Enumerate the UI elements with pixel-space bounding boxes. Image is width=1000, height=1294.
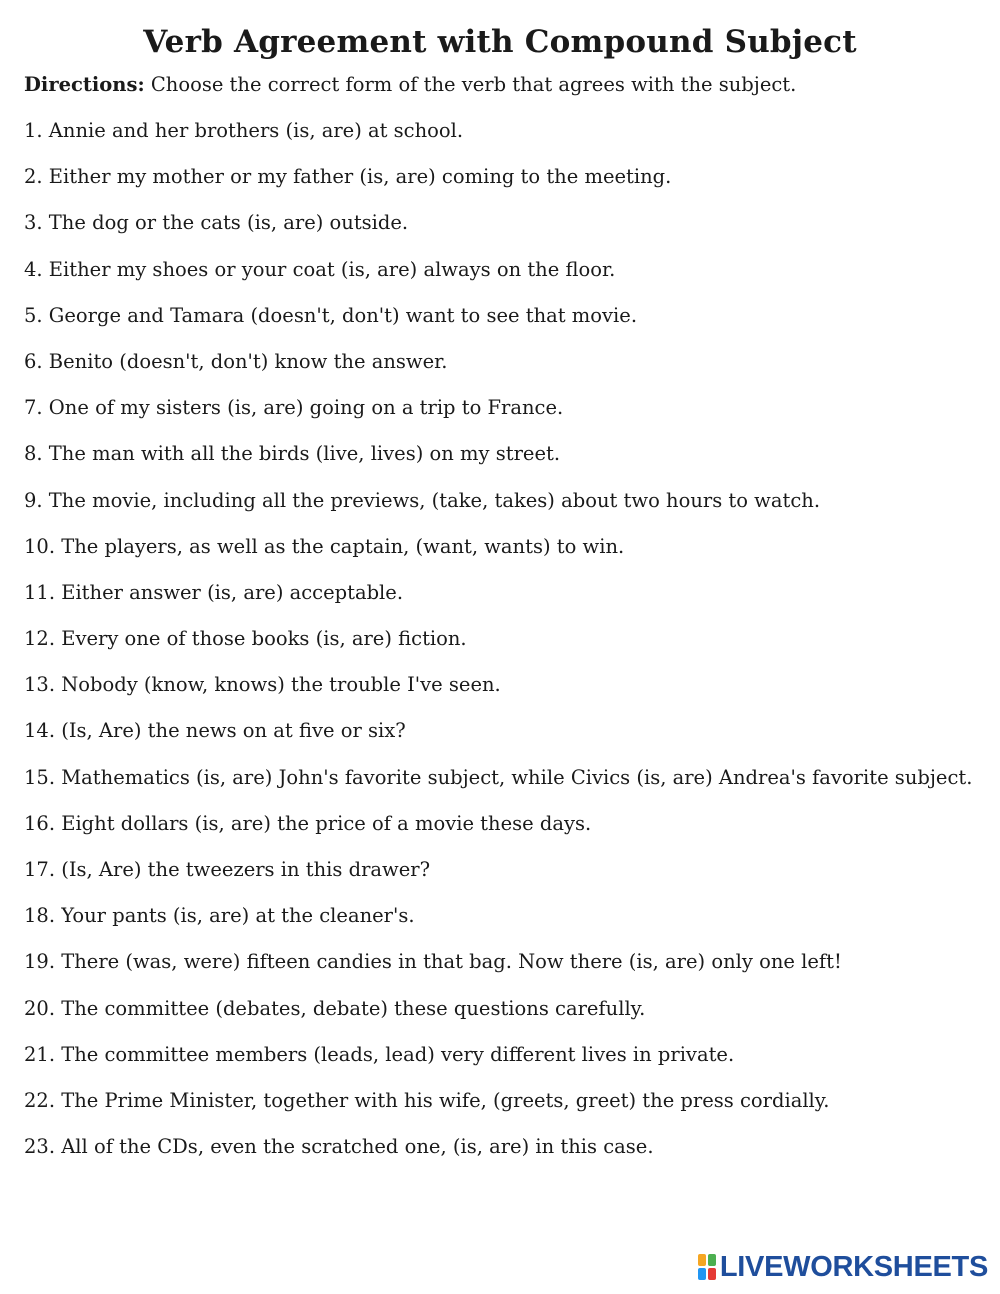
directions-label: Directions: <box>24 73 145 96</box>
question-item: 21. The committee members (leads, lead) very different lives in private. <box>24 1042 735 1066</box>
question-item: 22. The Prime Minister, together with his wife, (greets, greet) the press cordially. <box>24 1088 830 1112</box>
question-item: 17. (Is, Are) the tweezers in this drawer? <box>24 858 431 881</box>
question-item: 16. Eight dollars (is, are) the price of a movie these days. <box>24 811 592 835</box>
question-item: 20. The committee (debates, debate) these questions carefully. <box>24 996 646 1020</box>
logo-text: LIVEWORKSHEETS <box>719 1251 988 1283</box>
liveworksheets-logo <box>698 1252 988 1282</box>
directions-text: Choose the correct form of the verb that agrees with the subject. <box>144 73 797 96</box>
question-item: 12. Every one of those books (is, are) fiction. <box>24 627 467 651</box>
logo-square-icon <box>708 1254 716 1266</box>
question-item: 13. Nobody (know, knows) the trouble I've seen. <box>24 673 501 697</box>
logo-mark-icon <box>698 1254 716 1280</box>
question-item: 4. Either my shoes or your coat (is, are) always on the floor. <box>24 257 616 281</box>
question-item: 14. (Is, Are) the news on at five or six? <box>24 719 406 743</box>
question-item: 15. Mathematics (is, are) John's favorite subject, while Civics (is, are) Andrea's favorite subject. <box>24 765 973 789</box>
question-item: 9. The movie, including all the previews, (take, takes) about two hours to watch. <box>24 488 821 512</box>
question-item: 8. The man with all the birds (live, lives) on my street. <box>24 442 561 466</box>
question-item: 23. All of the CDs, even the scratched one, (is, are) in this case. <box>24 1135 654 1159</box>
logo-square-icon <box>698 1268 706 1280</box>
directions <box>24 72 796 98</box>
question-item: 7. One of my sisters (is, are) going on a trip to France. <box>24 396 564 420</box>
question-item: 19. There (was, were) fifteen candies in that bag. Now there (is, are) only one left! <box>24 950 842 974</box>
question-item: 10. The players, as well as the captain, (want, wants) to win. <box>24 534 625 558</box>
page-title: Verb Agreement with Compound Subject <box>143 24 857 60</box>
question-item: 6. Benito (doesn't, don't) know the answer. <box>24 349 448 373</box>
question-item: 3. The dog or the cats (is, are) outside. <box>24 211 409 235</box>
question-list <box>24 118 972 1180</box>
question-item: 11. Either answer (is, are) acceptable. <box>24 580 404 604</box>
question-item: 1. Annie and her brothers (is, are) at school. <box>24 119 464 142</box>
logo-square-icon <box>698 1254 706 1266</box>
question-item: 2. Either my mother or my father (is, are) coming to the meeting. <box>24 165 672 189</box>
question-item: 5. George and Tamara (doesn't, don't) want to see that movie. <box>24 303 638 327</box>
question-item: 18. Your pants (is, are) at the cleaner's. <box>24 904 415 928</box>
logo-square-icon <box>708 1268 716 1280</box>
